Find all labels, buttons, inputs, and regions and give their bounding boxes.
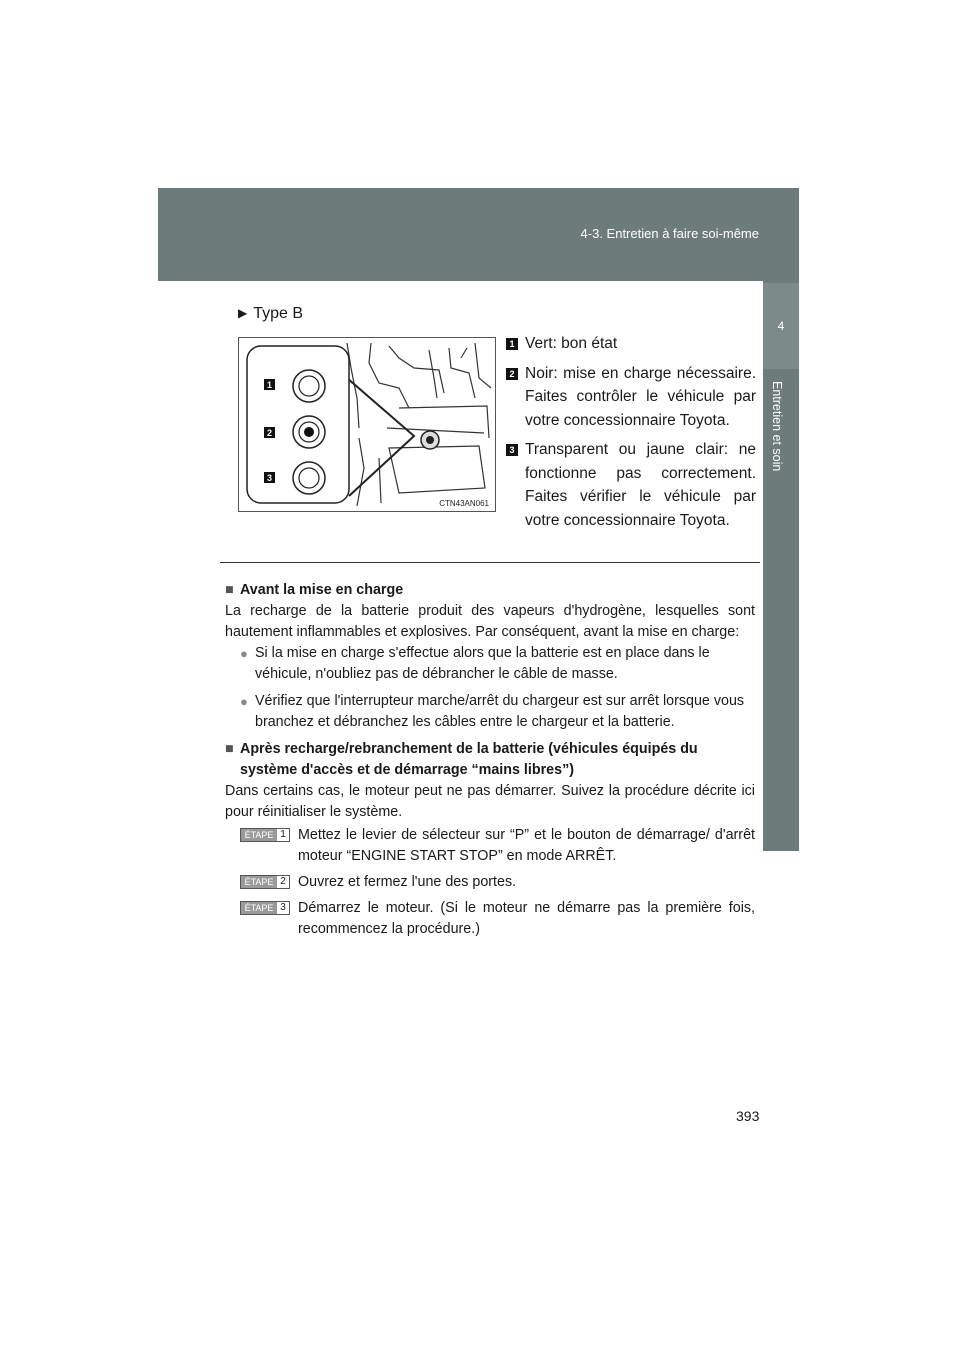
number-box: 3 <box>506 444 518 456</box>
step-badge <box>240 875 290 889</box>
indicator-clear-icon <box>293 462 325 494</box>
step-badge <box>240 828 290 842</box>
state-item <box>506 438 756 532</box>
state-item <box>506 332 756 356</box>
list-item <box>240 691 755 733</box>
note-body: La recharge de la batterie produit des vapeurs d'hydrogène, lesquelles sont hautement inflammables et explosives. Par conséquent, avant la mise en charge: <box>225 603 755 640</box>
list-item <box>240 643 755 685</box>
step-badge <box>240 901 290 915</box>
step-item <box>240 825 755 867</box>
state-text: Noir: mise en charge nécessaire. Faites contrôler le véhicule par votre concessionnaire Toyota. <box>525 364 756 429</box>
step-item <box>240 898 755 940</box>
step-label: ÉTAPE <box>241 876 277 888</box>
step-item <box>240 872 755 893</box>
step-text: Mettez le levier de sélecteur sur “P” et le bouton de démarrage/ d'arrêt moteur “ENGINE START STOP” en mode ARRÊT. <box>298 827 755 864</box>
step-number: 2 <box>277 876 289 888</box>
note-heading-after <box>225 739 755 781</box>
note-body: Dans certains cas, le moteur peut ne pas démarrer. Suivez la procédure décrite ici pour réinitialiser le système. <box>225 783 755 820</box>
indicator-green-icon <box>293 370 325 402</box>
step-label: ÉTAPE <box>241 902 277 914</box>
callout-num-1: 1 <box>266 380 273 390</box>
header-bar <box>158 188 799 281</box>
section-title: 4-3. Entretien à faire soi-même <box>580 226 759 241</box>
notes-section <box>225 580 755 945</box>
figure-code: CTN43AN061 <box>439 499 489 508</box>
square-bullet-icon: ■ <box>225 741 234 757</box>
number-box: 1 <box>506 338 518 350</box>
section-divider <box>220 562 760 563</box>
triangle-right-icon: ▶ <box>238 306 248 320</box>
note-title: Après recharge/rebranchement de la batterie (véhicules équipés du système d'accès et de démarrage “mains libres”) <box>240 741 698 778</box>
circle-bullet-icon: ● <box>240 694 248 709</box>
step-number: 1 <box>277 829 289 841</box>
step-text: Démarrez le moteur. (Si le moteur ne démarre pas la première fois, recommencez la procédure.) <box>298 900 755 937</box>
bullet-text: Si la mise en charge s'effectue alors que la batterie est en place dans le véhicule, n'oubliez pas de débrancher le câble de masse. <box>255 645 710 682</box>
page-number: 393 <box>736 1108 760 1124</box>
callout-num-2: 2 <box>266 428 273 438</box>
chapter-label: Entretien et soin <box>770 381 784 472</box>
step-label: ÉTAPE <box>241 829 277 841</box>
step-list <box>240 825 755 940</box>
note-title: Avant la mise en charge <box>240 582 404 598</box>
bullet-text: Vérifiez que l'interrupteur marche/arrêt du chargeur est sur arrêt lorsque vous branchez et débranchez les câbles entre le chargeur et la batterie. <box>255 693 745 730</box>
type-label: Type B <box>253 305 304 322</box>
chapter-number: 4 <box>763 283 799 369</box>
note-heading-before <box>225 580 755 601</box>
callout-num-3: 3 <box>266 473 273 483</box>
battery-indicator-figure <box>238 337 496 512</box>
type-heading <box>238 305 303 323</box>
circle-bullet-icon: ● <box>240 646 248 661</box>
battery-illustration <box>239 338 495 511</box>
square-bullet-icon: ■ <box>225 582 234 598</box>
state-text: Transparent ou jaune clair: ne fonctionne pas correctement. Faites vérifier le véhicule par votre concessionnaire Toyota. <box>525 441 756 529</box>
number-box: 2 <box>506 368 518 380</box>
indicator-state-list <box>506 332 756 538</box>
step-text: Ouvrez et fermez l'une des portes. <box>298 874 517 890</box>
state-text: Vert: bon état <box>525 335 618 352</box>
step-number: 3 <box>277 902 289 914</box>
chapter-side-tab <box>763 281 799 851</box>
state-item <box>506 362 756 433</box>
